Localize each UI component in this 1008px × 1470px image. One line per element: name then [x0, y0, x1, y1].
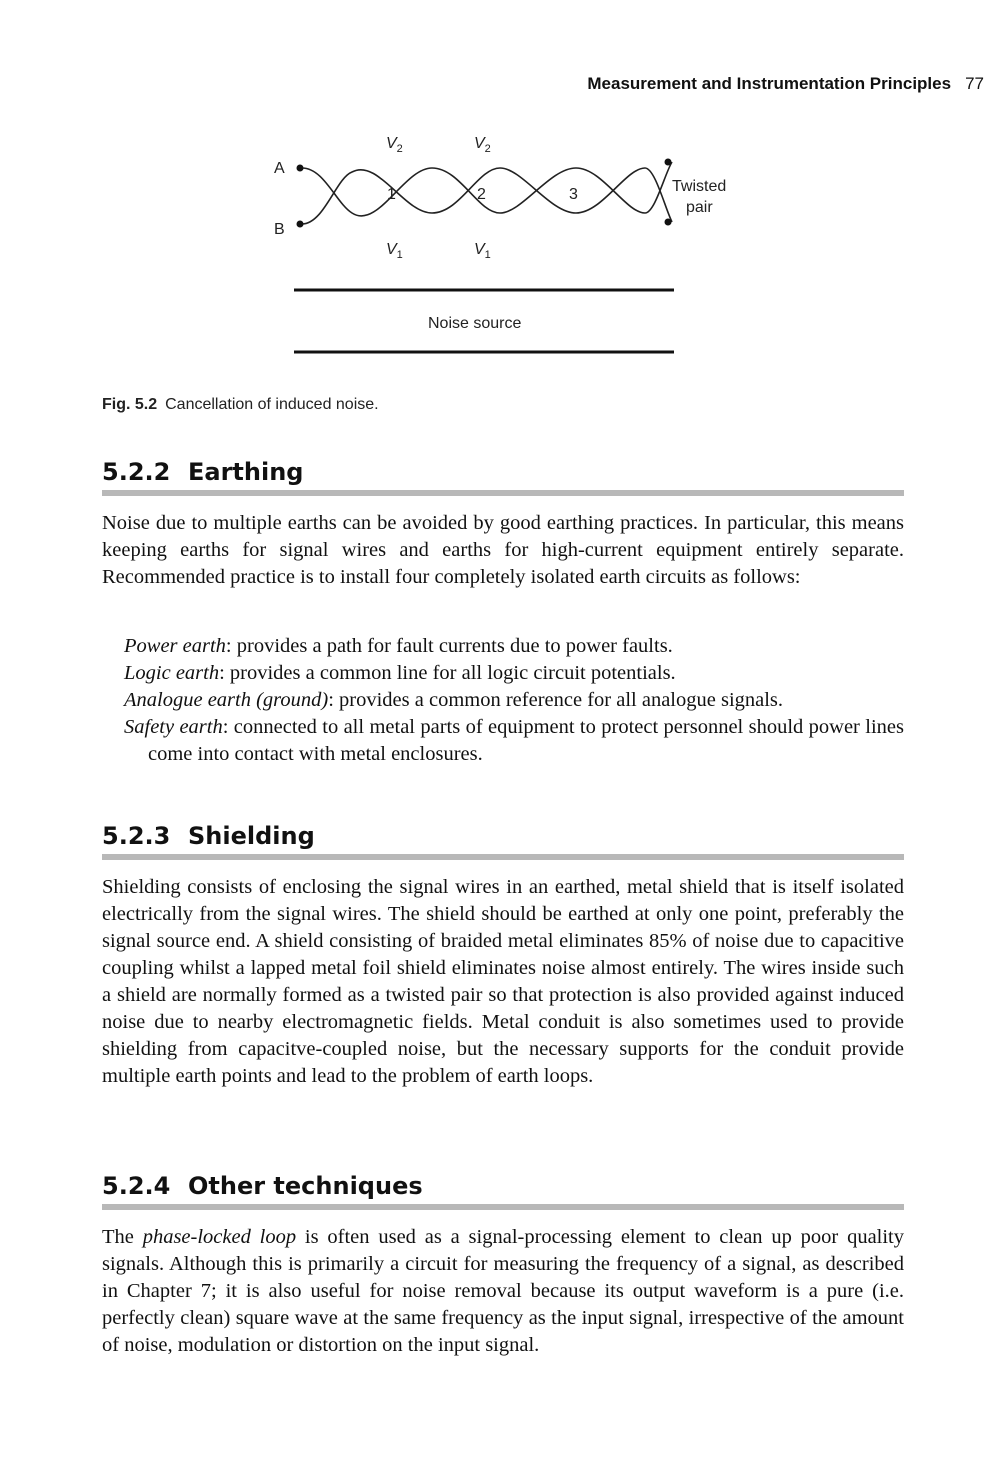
running-header — [587, 74, 984, 94]
list-item: Power earth: provides a path for fault currents due to power faults. — [124, 635, 673, 657]
loop-number-3: 3 — [569, 186, 578, 203]
v2-label-1: $V_2$ — [386, 135, 403, 155]
section-title: Earthing — [188, 458, 304, 486]
terminal-b-dot — [297, 221, 304, 228]
section-title: Shielding — [188, 822, 315, 850]
shielding-paragraph: Shielding consists of enclosing the signal wires in an earthed, metal shield that is itself isolated electrically from the signal wires. The shield should be earthed at only one point, preferably the signal source end. A shield consisting of braided metal eliminates 85% of noise due to capacitive coupling whilst a lapped metal foil shield eliminates noise almost entirely. The wires inside such a shield are normally formed as a twisted pair so that protection is also provided against induced noise due to nearby electromagnetic fields. Metal conduit is also sometimes used to provide shielding from capacitve-coupled noise, but the necessary supports for the conduit provide multiple earth points and lead to the problem of earth loops. — [102, 876, 904, 1087]
section-number: 5.2.4 — [102, 1172, 171, 1200]
section-number: 5.2.3 — [102, 822, 171, 850]
twisted-pair-diagram — [260, 128, 740, 368]
end-bottom-dot — [665, 219, 672, 226]
v1-label-2: $V_1$ — [474, 241, 491, 261]
v2-label-2: $V_2$ — [474, 135, 491, 155]
end-top-dot — [665, 159, 672, 166]
v1-label-1: $V_1$ — [386, 241, 403, 261]
phase-locked-loop-term: phase-locked loop — [142, 1226, 297, 1248]
loop-number-2: 2 — [477, 186, 486, 203]
other-techniques-paragraph: The phase-locked loop is often used as a signal-processing element to clean up poor quality signals. Although this is primarily a circuit for measuring the frequency of a signal, as described in Chapter 7; it is also useful for noise removal because its output waveform is a pure (i.e. perfectly clean) square wave at the same frequency as the input signal, irrespective of the amount of noise, modulation or distortion on the input signal. — [102, 1226, 904, 1356]
twisted-pair-label-line2: pair — [686, 199, 713, 216]
page-number: 77 — [965, 74, 984, 93]
terminal-a-dot — [297, 165, 304, 172]
noise-source-label: Noise source — [428, 315, 522, 332]
terminal-a-label: A — [274, 160, 285, 177]
section-heading-other-techniques — [102, 1172, 904, 1210]
section-title: Other techniques — [188, 1172, 423, 1200]
loop-number-1: 1 — [387, 186, 396, 203]
earthing-paragraph: Noise due to multiple earths can be avoided by good earthing practices. In particular, this means keeping earths for signal wires and earths for high-current equipment entirely separate. Recommended practice is to install four completely isolated earth circuits as follows: — [102, 512, 904, 588]
figure-number: Fig. 5.2 — [102, 396, 158, 413]
list-item: Logic earth: provides a common line for all logic circuit potentials. — [124, 662, 676, 684]
section-number: 5.2.2 — [102, 458, 171, 486]
figure-caption-text: Cancellation of induced noise. — [165, 396, 379, 413]
list-item: Safety earth: connected to all metal parts of equipment to protect personnel should power lines come into contact with metal enclosures. — [124, 716, 904, 765]
section-heading-earthing — [102, 458, 904, 496]
figure-caption — [102, 396, 379, 414]
book-title: Measurement and Instrumentation Principles — [587, 74, 952, 93]
twisted-pair-figure — [260, 128, 740, 368]
twisted-pair-label-line1: Twisted — [672, 178, 727, 195]
section-heading-shielding — [102, 822, 904, 860]
terminal-b-label: B — [274, 221, 285, 238]
earth-circuit-list — [124, 633, 904, 768]
list-item: Analogue earth (ground): provides a common reference for all analogue signals. — [124, 689, 784, 711]
